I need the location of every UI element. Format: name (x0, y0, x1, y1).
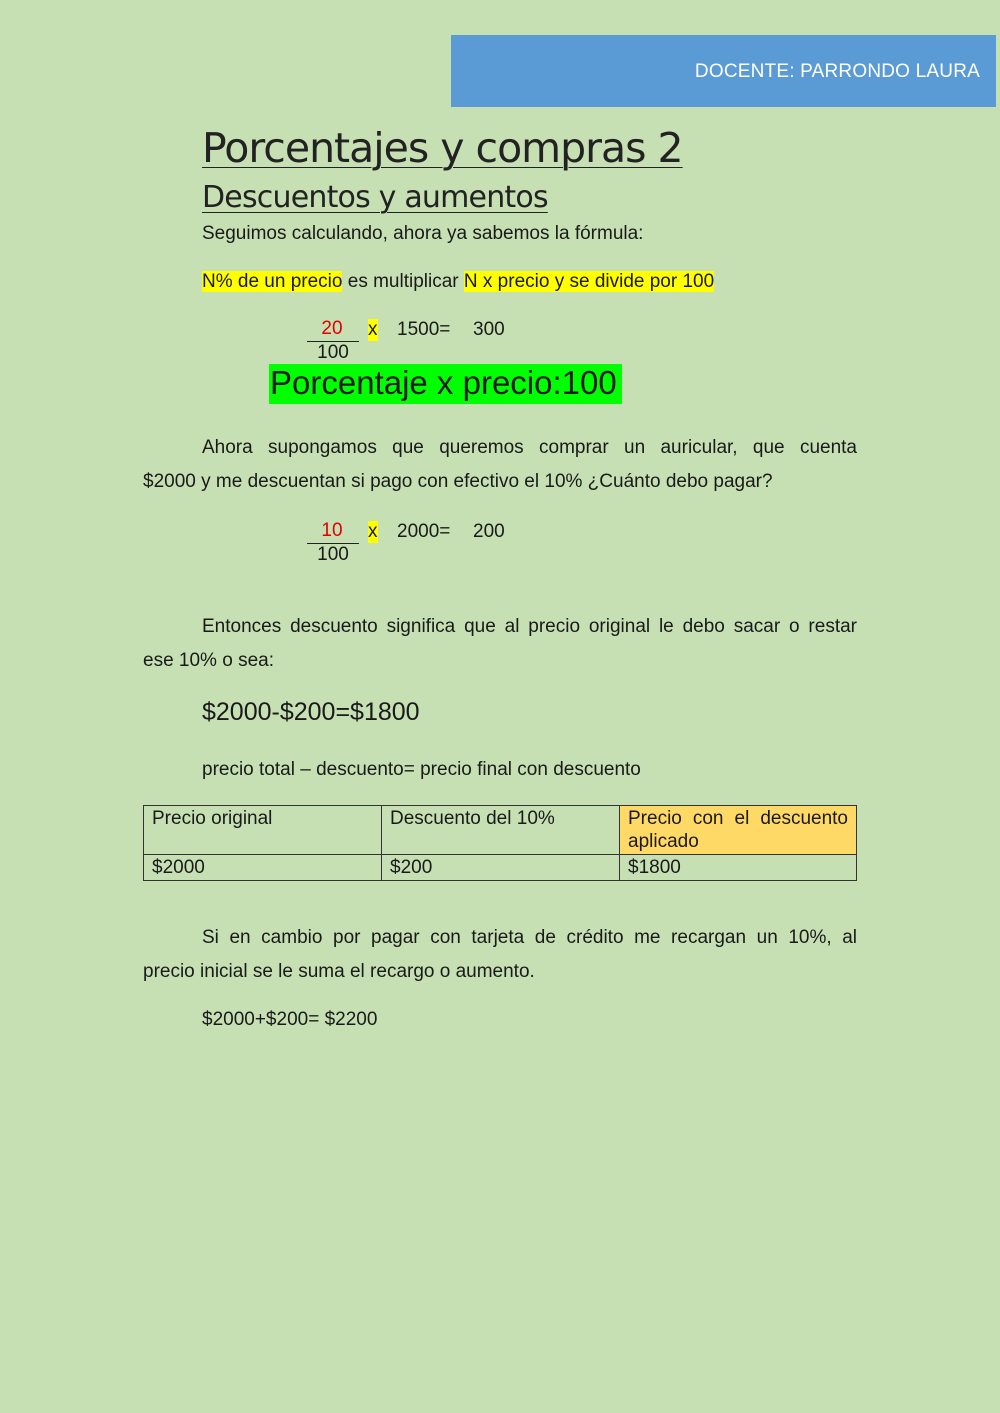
intro-text: Seguimos calculando, ahora ya sabemos la fórmula: (202, 223, 644, 244)
table-cell: $1800 (620, 855, 857, 881)
problem-line-2: $2000 y me descuentan si pago con efectivo el 10% ¿Cuánto debo pagar? (143, 471, 773, 492)
explanation-paragraph (143, 610, 857, 678)
explanation-line-1: Entonces descuento significa que al precio original le debo sacar o restar (202, 616, 857, 637)
example2-fraction (307, 520, 359, 566)
example1-result: 300 (473, 319, 505, 340)
discount-table (143, 805, 857, 881)
surcharge-line-2: precio inicial se le suma el recargo o aumento. (143, 961, 535, 982)
table-header-cell: Precio original (144, 806, 382, 855)
table-cell: $2000 (144, 855, 382, 881)
example2-result: 200 (473, 521, 505, 542)
example2-times: x (368, 521, 378, 542)
page-title: Porcentajes y compras 2 (202, 124, 683, 172)
problem-line-1: Ahora supongamos que queremos comprar un auricular, que cuenta (202, 437, 857, 458)
table-row (144, 855, 857, 881)
teacher-name: DOCENTE: PARRONDO LAURA (694, 61, 980, 82)
rule-text: Porcentaje x precio:100 (270, 364, 617, 401)
example1-denominator: 100 (317, 342, 349, 363)
example1-numerator: 20 (321, 318, 343, 339)
explanation-line-2: ese 10% o sea: (143, 650, 274, 671)
discount-equation: $2000-$200=$1800 (202, 698, 420, 726)
table-header-cell: Descuento del 10% (382, 806, 620, 855)
definition-text: precio total – descuento= precio final con descuento (202, 759, 641, 780)
surcharge-line-1: Si en cambio por pagar con tarjeta de crédito me recargan un 10%, al (202, 927, 857, 948)
example1-fraction (307, 318, 359, 364)
formula-part-2: es multiplicar (342, 271, 464, 292)
page-subtitle: Descuentos y aumentos (202, 180, 548, 215)
surcharge-paragraph (143, 921, 857, 989)
formula-part-3: N x precio y se divide por 100 (463, 271, 715, 292)
example1-times: x (368, 319, 378, 340)
example1-operand: 1500= (397, 319, 451, 340)
table-cell: $200 (382, 855, 620, 881)
surcharge-equation: $2000+$200= $2200 (202, 1009, 378, 1030)
problem-paragraph (143, 431, 857, 499)
header-bar (451, 35, 996, 107)
example2-denominator: 100 (317, 544, 349, 565)
table-header-row (144, 806, 857, 855)
table-header-cell-highlight: Precio con el descuento aplicado (620, 806, 857, 855)
formula-statement (202, 271, 714, 293)
formula-part-1: N% de un precio (202, 271, 343, 292)
example2-numerator: 10 (321, 520, 343, 541)
example2-operand: 2000= (397, 521, 451, 542)
